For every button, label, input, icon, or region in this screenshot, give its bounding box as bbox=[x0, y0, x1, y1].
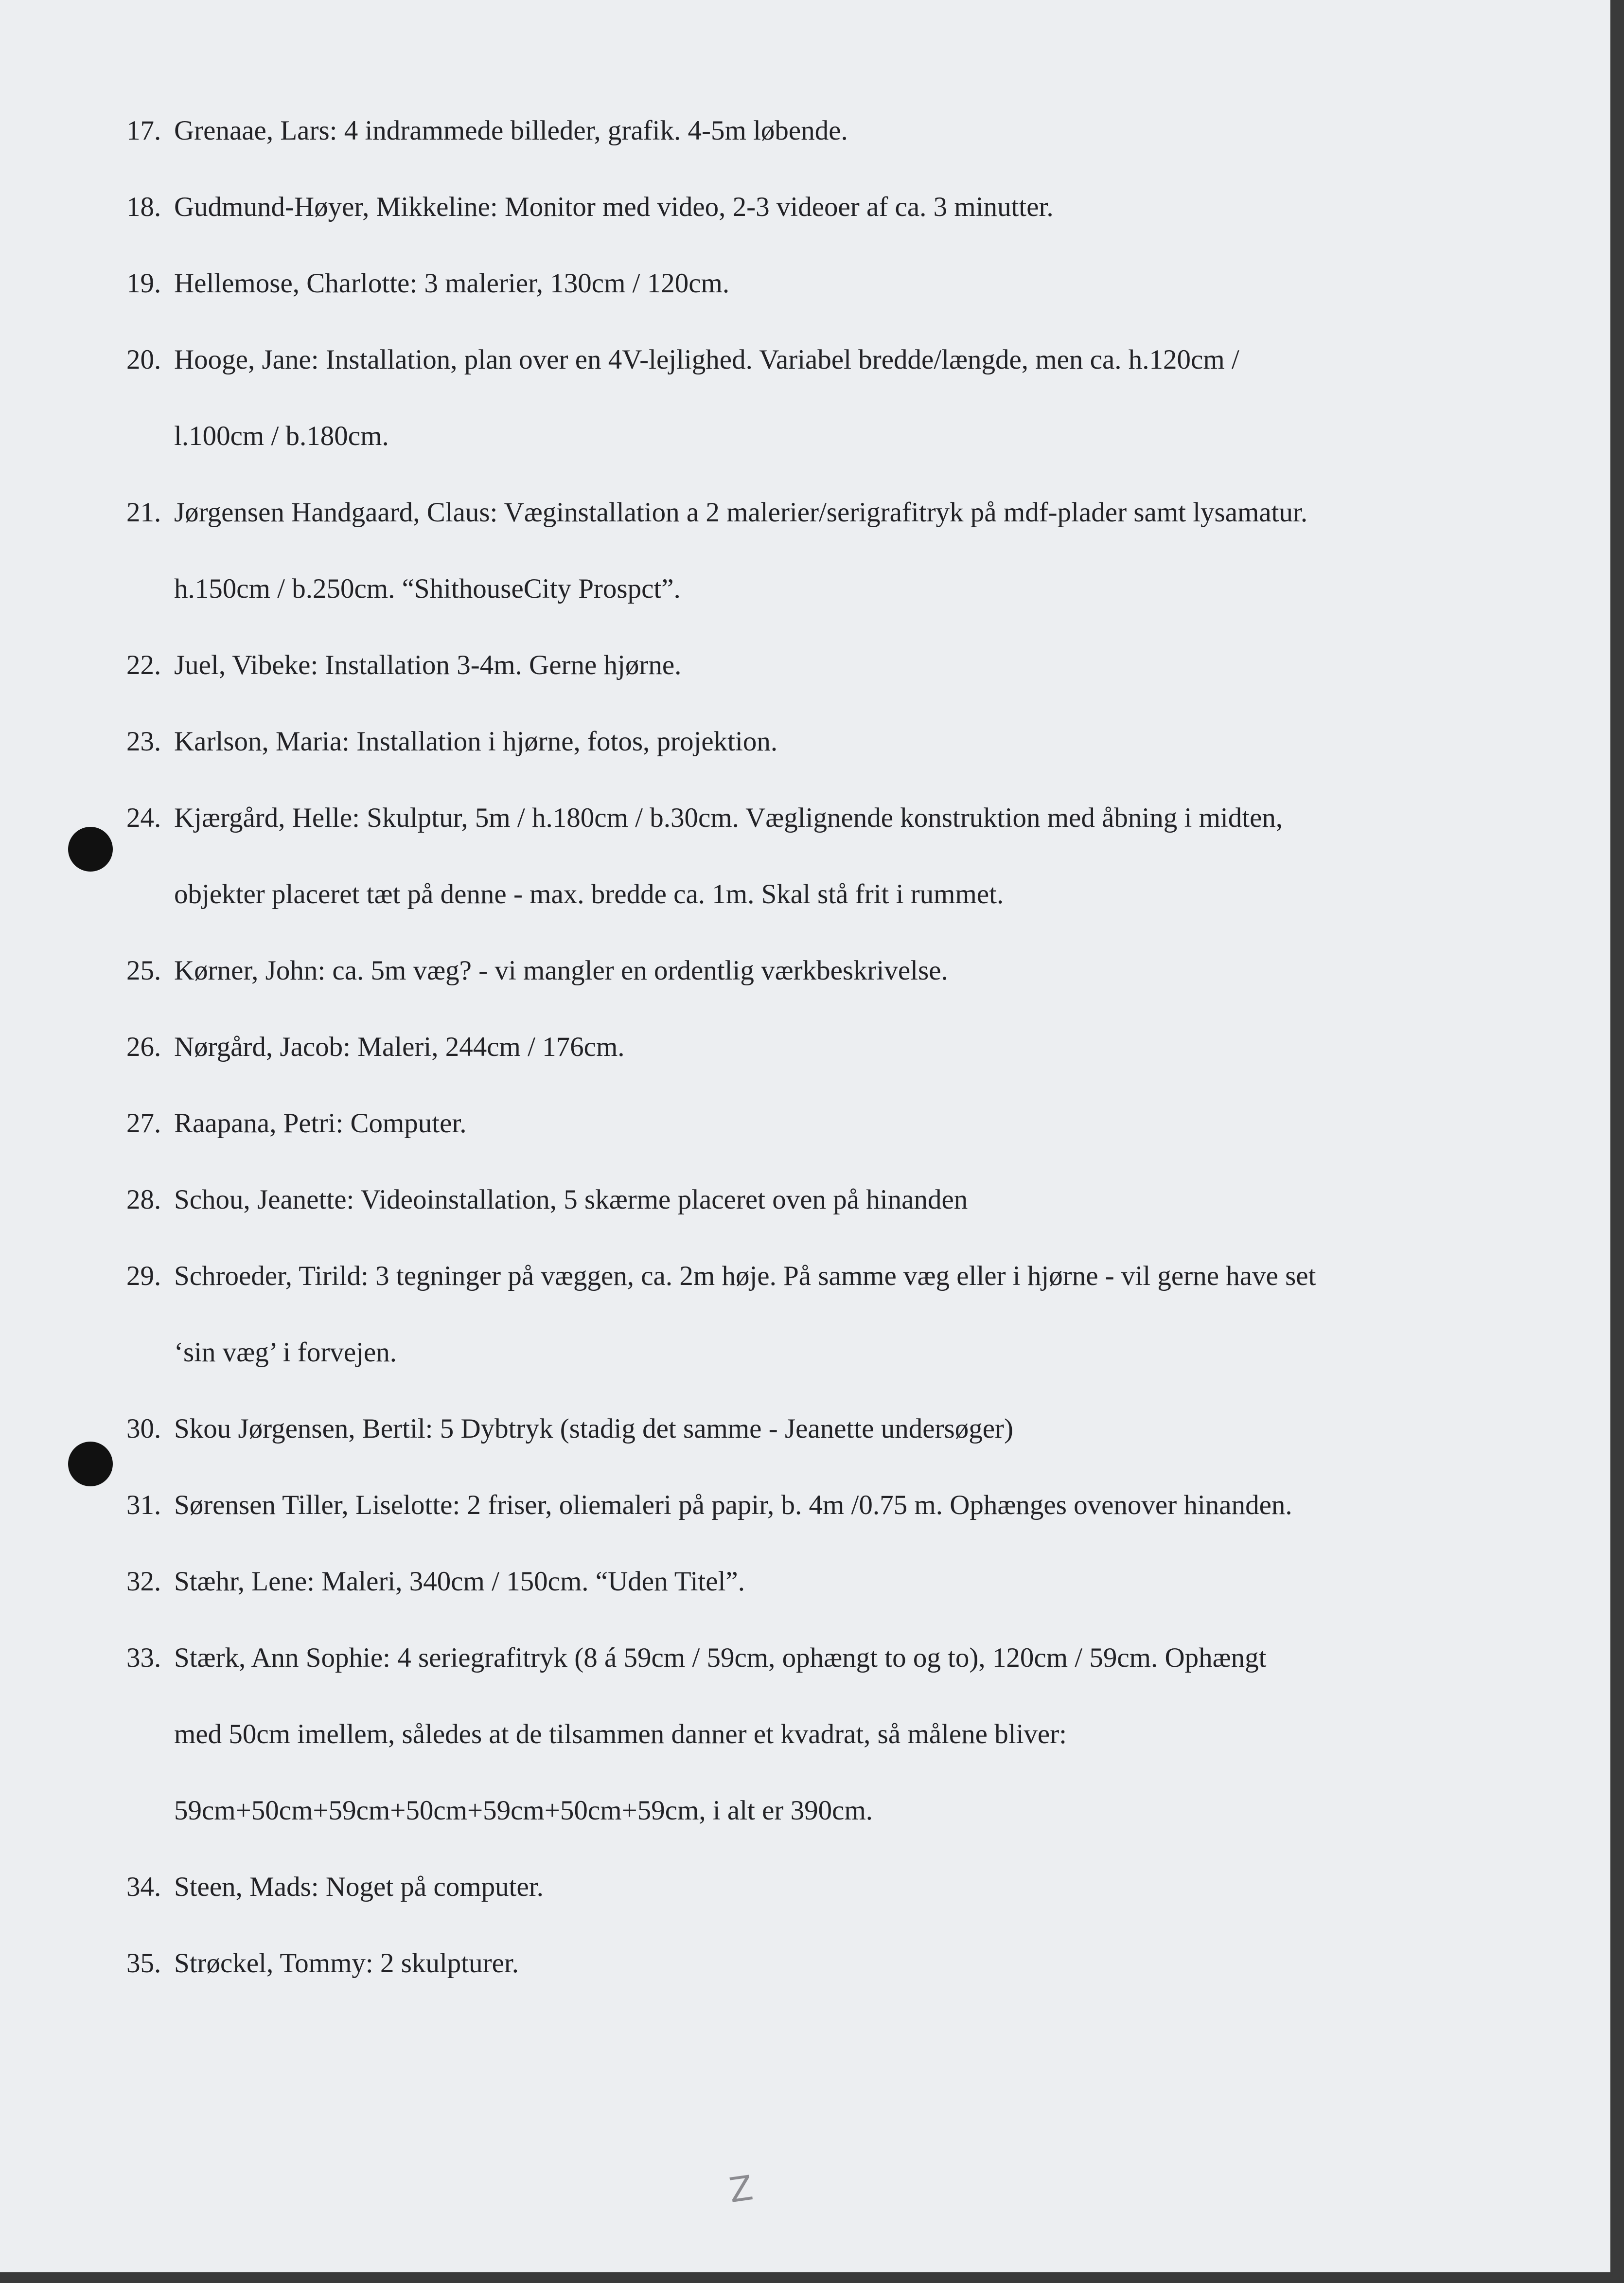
item-text-line: Skou Jørgensen, Bertil: 5 Dybtryk (stadig det samme - Jeanette undersøger) bbox=[174, 1413, 1013, 1444]
item-text-line: Raapana, Petri: Computer. bbox=[174, 1108, 467, 1139]
item-number: 33. bbox=[126, 1642, 161, 1673]
list-item bbox=[126, 1467, 1536, 1543]
item-number: 18. bbox=[126, 192, 161, 222]
item-text-line: Gudmund-Høyer, Mikkeline: Monitor med video, 2-3 videoer af ca. 3 minutter. bbox=[174, 192, 1054, 222]
list-item bbox=[126, 1161, 1536, 1238]
item-number: 17. bbox=[126, 115, 161, 146]
list-item bbox=[126, 780, 1536, 932]
item-number: 23. bbox=[126, 726, 161, 757]
item-number: 34. bbox=[126, 1872, 161, 1902]
item-text-line: Grenaae, Lars: 4 indrammede billeder, grafik. 4-5m løbende. bbox=[174, 115, 848, 146]
item-text-line: Jørgensen Handgaard, Claus: Væginstallation a 2 malerier/serigrafitryk på mdf-plader samt lysamatur. bbox=[174, 497, 1308, 528]
item-text-line: h.150cm / b.250cm. “ShithouseCity Prospct”. bbox=[174, 573, 681, 604]
item-number: 22. bbox=[126, 650, 161, 680]
item-text-line: l.100cm / b.180cm. bbox=[174, 421, 389, 451]
list-item bbox=[126, 703, 1536, 780]
list-item bbox=[126, 1085, 1536, 1161]
item-number: 25. bbox=[126, 955, 161, 986]
item-text-line: Nørgård, Jacob: Maleri, 244cm / 176cm. bbox=[174, 1032, 625, 1062]
item-text-line: Kørner, John: ca. 5m væg? - vi mangler en ordentlig værkbeskrivelse. bbox=[174, 955, 948, 986]
list-item bbox=[126, 1620, 1536, 1849]
item-text-line: Sørensen Tiller, Liselotte: 2 friser, oliemaleri på papir, b. 4m /0.75 m. Ophænges ovenover hinanden. bbox=[174, 1490, 1292, 1520]
item-text-line: Karlson, Maria: Installation i hjørne, fotos, projektion. bbox=[174, 726, 778, 757]
item-text-line: Stæhr, Lene: Maleri, 340cm / 150cm. “Uden Titel”. bbox=[174, 1566, 745, 1597]
item-text-line: objekter placeret tæt på denne - max. bredde ca. 1m. Skal stå frit i rummet. bbox=[174, 879, 1004, 910]
item-number: 29. bbox=[126, 1261, 161, 1291]
item-number: 20. bbox=[126, 344, 161, 375]
item-text-line: Schou, Jeanette: Videoinstallation, 5 skærme placeret oven på hinanden bbox=[174, 1184, 968, 1215]
item-number: 35. bbox=[126, 1948, 161, 1979]
list-item bbox=[126, 92, 1536, 169]
item-text-line: Schroeder, Tirild: 3 tegninger på væggen, ca. 2m høje. På samme væg eller i hjørne - vil gerne have set bbox=[174, 1261, 1316, 1291]
item-number: 24. bbox=[126, 803, 161, 833]
item-number: 19. bbox=[126, 268, 161, 299]
list-item bbox=[126, 932, 1536, 1009]
item-text-line: Hooge, Jane: Installation, plan over en 4V-lejlighed. Variabel bredde/længde, men ca. h.120cm / bbox=[174, 344, 1239, 375]
item-text-line: Stærk, Ann Sophie: 4 seriegrafitryk (8 á 59cm / 59cm, ophængt to og to), 120cm / 59cm. Ophængt bbox=[174, 1642, 1267, 1673]
item-text-line: ‘sin væg’ i forvejen. bbox=[174, 1337, 397, 1368]
list-item bbox=[126, 245, 1536, 321]
list-item bbox=[126, 1543, 1536, 1620]
item-text-line: Steen, Mads: Noget på computer. bbox=[174, 1872, 544, 1902]
list-item bbox=[126, 321, 1536, 474]
entry-list bbox=[126, 92, 1536, 2001]
list-item bbox=[126, 474, 1536, 627]
item-number: 32. bbox=[126, 1566, 161, 1597]
item-text-line: med 50cm imellem, således at de tilsammen danner et kvadrat, så målene bliver: bbox=[174, 1719, 1067, 1749]
list-item bbox=[126, 169, 1536, 245]
item-number: 30. bbox=[126, 1413, 161, 1444]
list-item bbox=[126, 1238, 1536, 1391]
item-number: 21. bbox=[126, 497, 161, 528]
item-text-line: Juel, Vibeke: Installation 3-4m. Gerne hjørne. bbox=[174, 650, 682, 680]
item-number: 27. bbox=[126, 1108, 161, 1139]
item-text-line: Strøckel, Tommy: 2 skulpturer. bbox=[174, 1948, 519, 1979]
item-number: 26. bbox=[126, 1032, 161, 1062]
item-text-line: Kjærgård, Helle: Skulptur, 5m / h.180cm / b.30cm. Væglignende konstruktion med åbning i midten, bbox=[174, 803, 1283, 833]
list-item bbox=[126, 1925, 1536, 2001]
punch-hole bbox=[68, 1442, 113, 1486]
handwritten-page-mark: Z bbox=[726, 2168, 756, 2211]
list-item bbox=[126, 627, 1536, 703]
item-text-line: 59cm+50cm+59cm+50cm+59cm+50cm+59cm, i alt er 390cm. bbox=[174, 1795, 873, 1826]
list-item bbox=[126, 1009, 1536, 1085]
item-text-line: Hellemose, Charlotte: 3 malerier, 130cm / 120cm. bbox=[174, 268, 730, 299]
list-item bbox=[126, 1391, 1536, 1467]
item-number: 28. bbox=[126, 1184, 161, 1215]
list-item bbox=[126, 1849, 1536, 1925]
punch-hole bbox=[68, 827, 113, 872]
item-number: 31. bbox=[126, 1490, 161, 1520]
